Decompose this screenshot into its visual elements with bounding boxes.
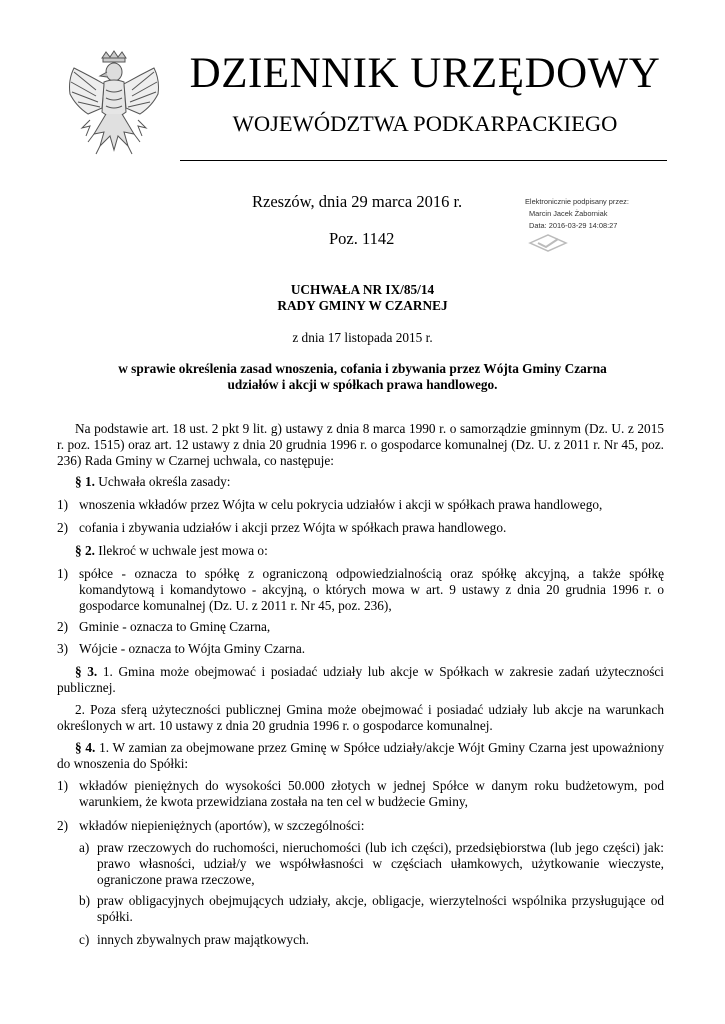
signature-label: Elektronicznie podpisany przez: <box>525 197 629 206</box>
section-2-intro: § 2. Ilekroć w uchwale jest mowa o: <box>75 543 268 558</box>
resolution-subject-line2: udziałów i akcji w spółkach prawa handlowego. <box>227 377 498 392</box>
eagle-emblem <box>60 50 164 168</box>
section-1-label: § 1. <box>75 474 95 489</box>
resolution-number: UCHWAŁA NR IX/85/14 <box>290 282 435 297</box>
gazette-subtitle: WOJEWÓDZTWA PODKARPACKIEGO <box>232 111 618 136</box>
list-item: 3) Wójcie - oznacza to Wójta Gminy Czarna. <box>57 641 306 656</box>
signature-signer: Marcin Jacek Żaborniak <box>529 209 608 218</box>
list-item: 1) wkładów pieniężnych do wysokości 50.000 złotych w jednej Spółce w danym roku budżetowym, pod warunkiem, że kwota przewidziana została na ten cel w budżecie Gminy, <box>57 778 664 809</box>
list-item: 1) spółce - oznacza to spółkę z ograniczoną odpowiedzialnością oraz spółkę akcyjną, a także spółkę komandytową i komandytowo - akcyjną, o których mowa w art. 9 ustawy z dnia 20 grudnia 1996 r. o gospodarce komunalnej (Dz. U. z 2011 r. Nr 45, poz. 236), <box>57 566 664 613</box>
sub-list-item: c) innych zbywalnych praw majątkowych. <box>79 932 309 947</box>
sub-list-item: b) praw obligacyjnych obejmujących udziały, akcje, obligacje, wierzytelności wspólnika przysługujące od spółki. <box>79 893 664 924</box>
section-1-intro: § 1. Uchwała określa zasady: <box>75 474 231 489</box>
position-number: Poz. 1142 <box>329 229 395 248</box>
list-item: 2) cofania i zbywania udziałów i akcji przez Wójta w spółkach prawa handlowego. <box>57 520 507 535</box>
sub-list-item: a) praw rzeczowych do ruchomości, nieruchomości (lub ich części), przedsiębiorstwa (lub jego części) jak: prawo własności, udział/y we współwłasności w częściach ułamkowych, użytkowanie wieczyste, ograniczone prawa rzeczowe, <box>79 840 664 887</box>
list-item: 2) Gminie - oznacza to Gminę Czarna, <box>57 619 271 634</box>
publication-date: Rzeszów, dnia 29 marca 2016 r. <box>252 192 463 211</box>
section-3-paragraph-2: 2. Poza sferą użyteczności publicznej Gmina może obejmować i posiadać udziały lub akcje na warunkach określonych w art. 10 ustawy z dnia 20 grudnia 1996 r. o gospodarce komunalnej. <box>57 702 664 733</box>
list-item: 1) wnoszenia wkładów przez Wójta w celu pokrycia udziałów i akcji w spółkach prawa handlowego, <box>57 497 603 512</box>
resolution-date: z dnia 17 listopada 2015 r. <box>292 330 433 345</box>
resolution-subject-line1: w sprawie określenia zasad wnoszenia, cofania i zbywania przez Wójta Gminy Czarna <box>118 361 607 376</box>
electronic-signature <box>525 196 629 232</box>
resolution-authority: RADY GMINY W CZARNEJ <box>277 298 448 313</box>
section-2-label: § 2. <box>75 543 95 558</box>
section-3-label: § 3. <box>75 664 98 679</box>
list-item: 2) wkładów niepieniężnych (aportów), w szczególności: <box>57 818 365 833</box>
preamble: Na podstawie art. 18 ust. 2 pkt 9 lit. g) ustawy z dnia 8 marca 1990 r. o samorządzie gminnym (Dz. U. z 2015 r. poz. 1515) oraz art. 12 ustawy z dnia 20 grudnia 1996 r. o gospodarce komunalnej (Dz. U. z 2011 r. Nr 45, poz. 236) Rada Gminy w Czarnej uchwala, co następuje: <box>57 421 664 468</box>
section-4-label: § 4. <box>75 740 96 755</box>
section-4-paragraph-1: § 4. 1. W zamian za obejmowane przez Gminę w Spółce udziały/akcje Wójt Gminy Czarna jest upoważniony do wnoszenia do Spółki: <box>57 740 664 771</box>
signature-check-icon <box>528 233 568 253</box>
header-divider <box>180 160 667 161</box>
gazette-title: DZIENNIK URZĘDOWY <box>189 50 661 97</box>
signature-date: Data: 2016-03-29 14:08:27 <box>529 221 618 230</box>
section-3-paragraph-1: § 3. 1. Gmina może obejmować i posiadać udziały lub akcje w Spółkach w zakresie zadań użyteczności publicznej. <box>57 664 664 695</box>
